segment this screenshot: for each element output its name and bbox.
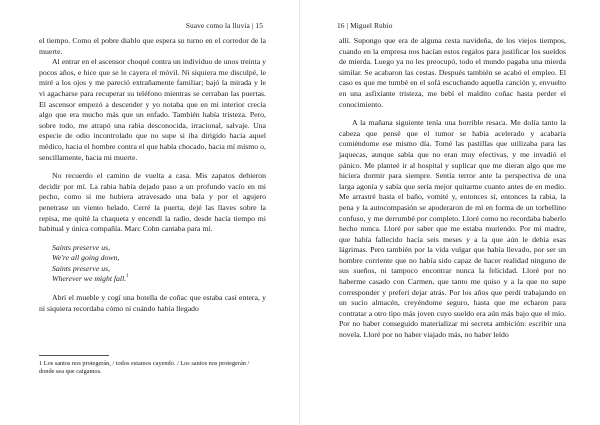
running-header: Suave como la lluvia | 15 bbox=[185, 21, 263, 30]
footnote-text: 1 Los santos nos protegerán, / todos estamos cayendo. / Los santos nos protegerán / donde sea que caigamos. bbox=[39, 359, 250, 376]
footnote-rule bbox=[39, 355, 109, 356]
paragraph: A la mañana siguiente tenía una horrible resaca. Me dolía tanto la cabeza que pensé que el tumor se había acelerado y acabaría comiéndome ese mismo día. Tomé las pastillas que utilizaba para las jaquecas, aunque sabía que no eran muy efectivas, y me invadió el pánico. Me planteé ir al hospital y suplicar que me dieran algo que me hiciera dormir para siempre. Sentía terror ante la perspectiva de una larga agonía y sabía que sería mejor quitarme cuanto antes de en medio. Me arrastré hasta el baño, vomité y, entonces sí, entonces la rabia, la pena y la autocompasión se apoderaron de mí en forma de un torbellino confuso, y me derrumbé por completo. Lloré como no recordaba haberlo hecho nunca. Lloré por saber que me estaba muriendo. Por mi madre, que había fallecido hacía seis meses y a la que aún le debía esas lágrimas. Pero también por la vida vulgar que había llevado, por ser un hombre corriente que no había sido capaz de hacer realidad ninguno de sus sueños, ni tampoco encontrar nunca la felicidad. Lloré por no haberme casado con Carmen, que tanto me quiso y a la que no supe corresponder y preferí dejar atrás. Por los años que perdí trabajando en un sucio almacén, creyéndome seguro, hasta que me echaron para contratar a otro tipo más joven cuyo sueldo era aún más bajo que el mío. Por no haber conseguido materializar mi secreta ambición: escribir una novela. Lloré por no haber viajado más, no haber leído bbox=[339, 118, 566, 340]
verse-line: Wherever we might fall. bbox=[52, 274, 127, 284]
page-body bbox=[339, 36, 566, 341]
song-verse bbox=[52, 243, 266, 285]
verse-line-last bbox=[52, 274, 266, 285]
right-page bbox=[300, 0, 600, 425]
verse-line: Saints preserve us, bbox=[52, 263, 111, 273]
paragraph: allí. Supongo que era de alguna cesta navideña, de los viejos tiempos, cuando en la empresa nos hacían estos regalos para justificar los sueldos de mierda. Luego ya no les preocupó, todo el mundo pagaba una mierda similar. Se acabaron las cestas. Después también se acabó el empleo. El caso es que me tumbé en el sofá escuchando aquella canción y, envuelto en una asfixiante tristeza, me bebí el maldito coñac hasta perder el conocimiento. bbox=[339, 36, 566, 109]
verse-line: Saints preserve us, bbox=[52, 242, 111, 252]
verse-line: We're all going down, bbox=[52, 253, 120, 263]
footnote bbox=[39, 355, 266, 377]
paragraph: Abrí el mueble y cogí una botella de coñac que estaba casi entera, y ni siquiera recordaba cómo ni cuándo había llegado bbox=[39, 293, 266, 313]
running-header: 16 | Miguel Rubio bbox=[337, 21, 393, 30]
page-body bbox=[39, 36, 266, 314]
footnote-marker: 1 bbox=[126, 274, 129, 280]
paragraph: Al entrar en el ascensor choqué contra un individuo de unos treinta y pocos años, e hice que se le cayera el móvil. Ni siquiera me disculpé, le miré a los ojos y me pareció extrañamente familiar; bajó la mirada y le vi agacharse para recuperar su teléfono mientras se cerraban las puertas. El ascensor empezó a descender y yo notaba que en mi interior crecía algo que era mucho más que un enfado. También había tristeza. Pero, sobre todo, me atrapó una rabia desconocida, irracional, salvaje. Una especie de odio incontrolado que no supe si iba dirigido hacia aquel médico, hacia el hombre contra el que había chocado, hacia mí mismo o, sencillamente, hacia mi muerte. bbox=[39, 57, 266, 162]
paragraph: el tiempo. Como el pobre diablo que espera su turno en el corredor de la muerte. bbox=[39, 36, 266, 56]
paragraph: No recuerdo el camino de vuelta a casa. Mis zapatos debieron decidir por mí. La rabia había dejado paso a un profundo vacío en mi pecho, como si me hubiera atravesado una bala y por el agujero penetrase un viento helado. Cerré la puerta, dejé las llaves sobre la repisa, me quité la chaqueta y encendí la radio, desde hacía tiempo mi habitual y única compañía. Marc Cohn cantaba para mí. bbox=[39, 171, 266, 234]
